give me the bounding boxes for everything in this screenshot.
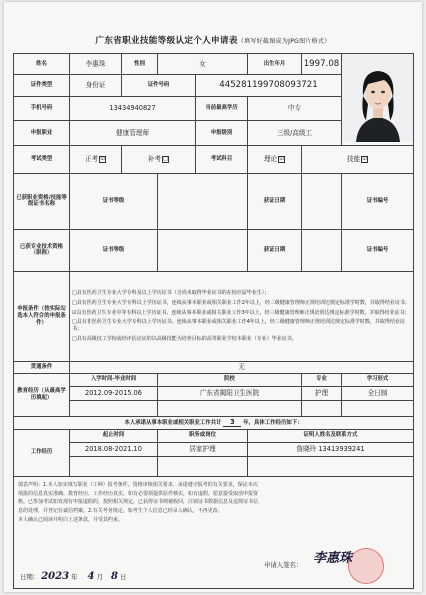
condition-text: 具有高级技工学校或经评估论证的以高级技能为培养目标的高等职业学校本职业（专业）毕业证书。 <box>76 335 297 342</box>
exam-theory-option[interactable] <box>248 145 302 173</box>
exam-makeup-option[interactable] <box>122 145 196 173</box>
professional-title-number-label: 证书编号 <box>342 229 414 271</box>
condition-item[interactable] <box>72 308 411 318</box>
exam-regular-checkbox[interactable]: ☑ <box>100 155 105 162</box>
form-title-text: 广东省职业技能等级认定个人申请表 <box>95 36 238 46</box>
existing-cert-level-label: 证书等级 <box>70 173 158 229</box>
work-header-position: 职务或岗位 <box>158 429 248 442</box>
professional-title-level-value <box>158 229 248 271</box>
form-title-note: （填写好截图成为JPG图片格式） <box>237 38 331 45</box>
sign-date-month: 4 <box>87 570 95 582</box>
applicant-signature: 李惠珠 <box>313 550 353 566</box>
edu-row-empty <box>158 400 302 416</box>
applicant-photo <box>342 54 414 142</box>
exam-makeup-checkbox[interactable]: □ <box>163 155 168 162</box>
existing-cert-date-label: 获证日期 <box>248 173 302 229</box>
name-label: 姓名 <box>14 54 70 75</box>
work-row-position: 居家护理 <box>158 442 248 456</box>
edu-header-mode: 学习形式 <box>342 373 414 386</box>
education-value: 中专 <box>248 96 342 120</box>
phone-label: 手机号码 <box>14 96 70 120</box>
exam-subjects-label: 考试科目 <box>196 145 248 173</box>
supply-value: 无 <box>70 361 414 373</box>
exam-skill-label: 技能 <box>346 155 361 164</box>
sign-date-label: 日期： <box>20 572 40 581</box>
edu-header-major: 专业 <box>302 373 342 386</box>
edu-row-major: 护理 <box>302 386 342 400</box>
name-value: 李惠珠 <box>70 54 122 75</box>
sign-date-year: 2023 <box>41 570 70 582</box>
id-type-label: 证件类型 <box>14 75 70 96</box>
exam-makeup-label: 补考 <box>147 155 162 164</box>
work-commitment-prefix: 本人承诺从事本职业或相关职业工作共计 <box>124 420 222 427</box>
condition-item[interactable] <box>72 318 411 335</box>
work-history-label: 工作经历 <box>14 429 70 476</box>
conditions-label: 申报条件（按实际勾选本人符合的申报条件） <box>14 271 70 361</box>
condition-checkbox[interactable]: □ <box>72 319 77 326</box>
work-header-referee: 证明人姓名及联系方式 <box>248 429 414 442</box>
supply-label: 贯通条件 <box>14 361 70 373</box>
declaration-line: 填表声明：1.本人如实填写职业（工种）报考条件、资格审核相关要求，承诺遵守报考的有关要求，保证本次 <box>18 481 258 488</box>
birth-value: 1997.08 <box>302 54 342 75</box>
existing-cert-level-value <box>158 173 248 229</box>
exam-regular-label: 正考 <box>84 155 99 164</box>
professional-title-label: 已获专业技术资格（职称） <box>14 229 70 271</box>
id-type-value: 身份证 <box>70 75 122 96</box>
occupation-label: 申报职业 <box>14 121 70 145</box>
existing-cert-label: 已获职业资格/技能等级证书名称 <box>14 173 70 229</box>
edu-header-school: 院校 <box>158 373 302 386</box>
gender-value: 女 <box>158 54 248 75</box>
declaration-section <box>14 476 414 588</box>
work-row-empty <box>248 456 414 476</box>
condition-item[interactable] <box>72 289 411 299</box>
exam-type-label: 考试类型 <box>14 145 70 173</box>
condition-checkbox[interactable]: □ <box>72 335 77 342</box>
condition-item[interactable] <box>72 334 411 344</box>
work-commitment-suffix: 年，具体工作经历如下： <box>243 420 303 427</box>
work-row-period: 2018.08-2021.10 <box>70 442 158 456</box>
sign-date-year-suffix: 年 <box>71 572 78 581</box>
occupation-value: 健康管理师 <box>70 121 196 145</box>
condition-text: 具有医药卫生专业中等专科以上学历证书，连续从事本职业或相关职业工作3年以上，经三级健康管理师正规培训达规定标准学时数，并取得结业证书； <box>76 309 410 316</box>
condition-text: 具有非医药卫生专业大学专科以上学历证书，连续从事本职业或相关职业工作4年以上，经三级健康管理师正规培训达规定标准学时数，并取得结业证书； <box>72 319 405 332</box>
condition-item[interactable] <box>72 298 411 308</box>
edu-row-mode: 全日制 <box>342 386 414 400</box>
sign-date-row <box>20 571 126 584</box>
level-label: 申报级别 <box>196 121 248 145</box>
edu-row-school: 广东省揭阳卫生医院 <box>158 386 302 400</box>
education-history-label: 教育经历（从最高学历填起） <box>14 373 70 416</box>
professional-title-date-value <box>302 229 342 271</box>
edu-row-empty <box>342 400 414 416</box>
sign-date-day: 8 <box>111 570 118 582</box>
existing-cert-date-value <box>302 173 342 229</box>
applicant-signature-row <box>264 561 302 569</box>
level-value: 三级/高级工 <box>248 121 342 145</box>
id-number-label: 证件号码 <box>122 75 196 96</box>
work-row-referee: 詹晓玲 13413939241 <box>248 442 414 456</box>
edu-row-empty <box>70 400 158 416</box>
exam-regular-option[interactable] <box>70 145 122 173</box>
education-label: 当前最高学历 <box>196 96 248 120</box>
exam-theory-checkbox[interactable]: ☑ <box>279 155 284 162</box>
edu-header-period: 入学时间-毕业时间 <box>70 373 158 386</box>
sign-date-month-suffix: 月 <box>96 572 103 581</box>
professional-title-level-label: 证书等级 <box>70 229 158 271</box>
condition-checkbox[interactable]: □ <box>72 299 77 306</box>
phone-value: 13434940827 <box>70 96 196 120</box>
id-number-value: 445281199708093721 <box>196 75 342 96</box>
declaration-line: 格。已参加考试如发现有申报虚假的，按照相关规定，已获得证书则被收回，注销证书数据信息及违规证书信 <box>18 499 259 506</box>
work-header-period: 起止时间 <box>70 429 158 442</box>
exam-skill-checkbox[interactable]: ☑ <box>362 155 367 162</box>
work-commitment <box>14 416 414 429</box>
existing-cert-number-label: 证书编号 <box>342 173 414 229</box>
red-stamp-mark <box>348 548 384 584</box>
condition-checkbox[interactable]: ☑ <box>72 309 77 316</box>
declaration-line: 本人确认已阅读并明白上述条款，并受其约束。 <box>18 516 124 523</box>
signature-label: 申请人签名： <box>264 560 303 569</box>
sign-date-day-suffix: 日 <box>120 572 127 581</box>
work-years-value: 3 <box>223 418 241 427</box>
professional-title-date-label: 获证日期 <box>248 229 302 271</box>
work-row-empty <box>158 456 248 476</box>
application-table <box>13 53 414 589</box>
photo-cell <box>342 54 414 146</box>
birth-label: 出生年月 <box>248 54 302 75</box>
conditions-list <box>70 271 414 361</box>
declaration-line: 息的处理，并登记在诚信档案。2.有关考务规定，如考生个人信息已经录入确认，不再更改。 <box>18 508 223 514</box>
condition-text: 具有医药卫生专业大学专科及以上学历证书（含尚未取得毕业证书的在校应届毕业生）； <box>76 290 270 296</box>
work-row-empty <box>70 456 158 476</box>
edu-row-period: 2012.09-2015.06 <box>70 386 158 400</box>
condition-checkbox[interactable]: □ <box>72 290 77 296</box>
form-title <box>0 34 426 46</box>
exam-theory-label: 理论 <box>263 155 278 164</box>
declaration-text <box>18 481 409 525</box>
edu-row-empty <box>302 400 342 416</box>
exam-skill-option[interactable] <box>302 145 414 173</box>
declaration-line: 填报的信息真实准确、教育经历、工作经历真实，如有必要须提供原件核实，如有虚假，愿意接受取消申报资 <box>18 490 259 497</box>
gender-label: 性别 <box>122 54 158 75</box>
condition-text: 具有医药卫生专业大学专科以上学历证书，连续从事本职业或相关职业工作2年以上，经三级健康管理师正规培训达规定标准学时数，并取得结业证书； <box>76 299 410 306</box>
